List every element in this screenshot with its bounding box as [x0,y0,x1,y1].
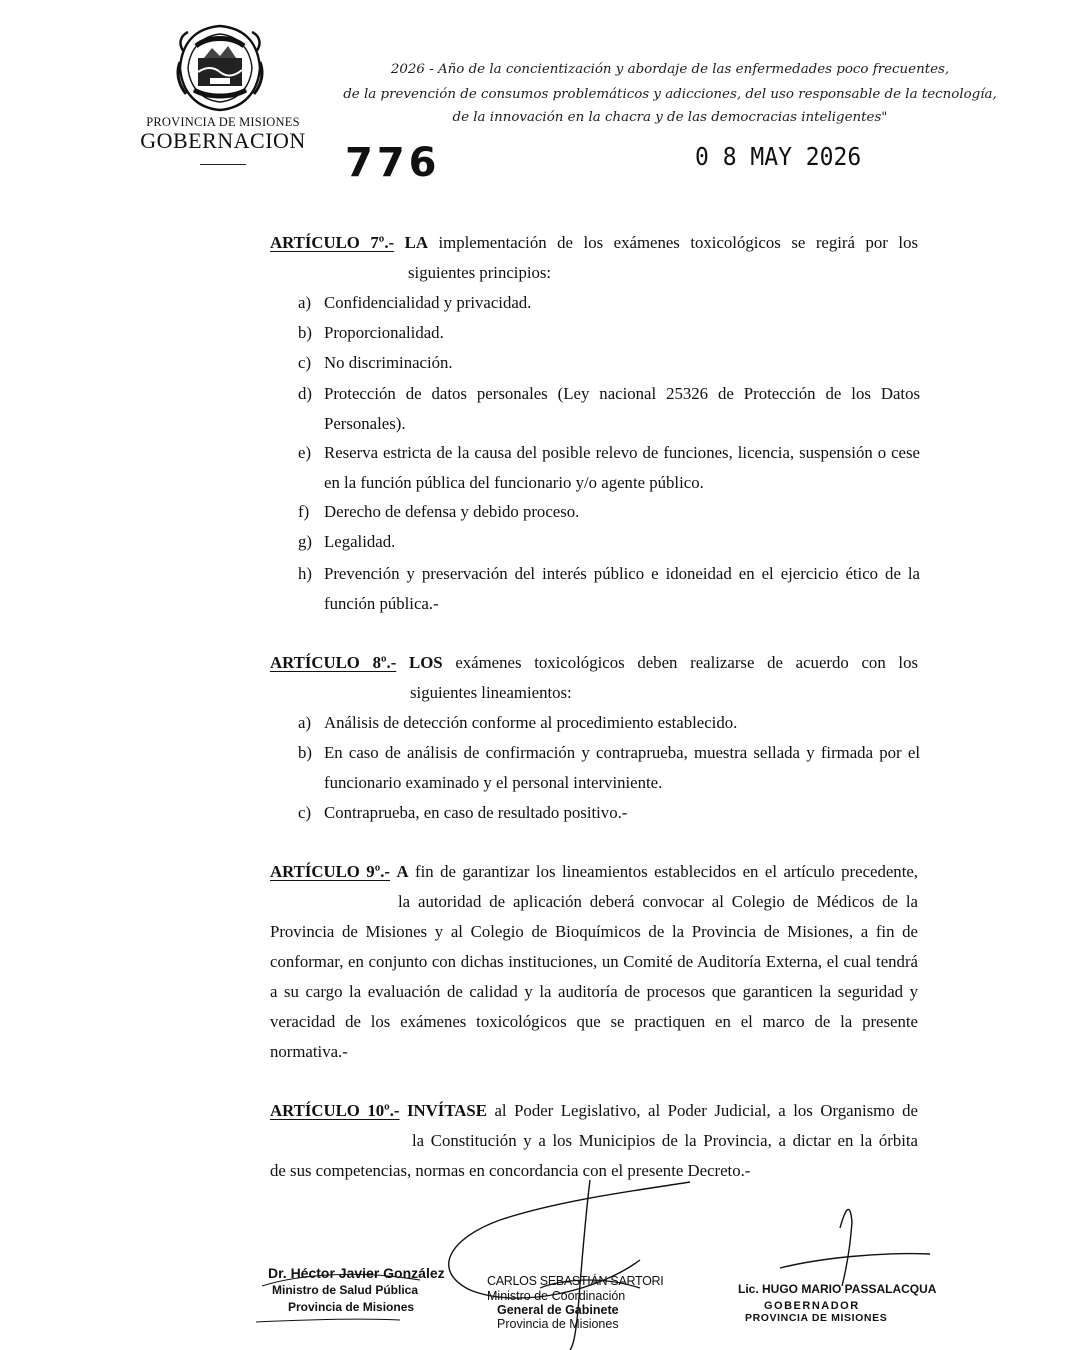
art10-lead: INVÍTASE [407,1101,487,1120]
signer-3-role: GOBERNADOR [764,1300,860,1312]
decree-number: 776 [345,140,441,186]
list-item: b) En caso de análisis de confirmación y contraprueba, muestra sellada y firmada por el funcionario examinado y el personal interviniente. [298,743,920,792]
art9-second-line: la autoridad de aplicación deberá convocar al Colegio de Médicos de la [398,892,918,911]
art8-first-line [270,648,918,678]
art8-line1: exámenes toxicológicos deben realizarse de acuerdo con los [455,653,919,672]
motto-line-1: 2026 - Año de la concientización y abordaje de las enfermedades poco frecuentes, [390,62,950,77]
art10-title: ARTÍCULO 10º.- [270,1101,400,1120]
art7-title: ARTÍCULO 7º.- [270,233,395,252]
art10-line1: al Poder Legislativo, al Poder Judicial, a los Organismo de [494,1101,918,1120]
signer-2-org: Provincia de Misiones [497,1317,619,1331]
list-item: g) Legalidad. [298,532,396,551]
art7-first-line [270,228,918,258]
art10-first-line [270,1096,918,1126]
signer-3-name: Lic. HUGO MARIO PASSALACQUA [738,1282,937,1296]
signer-1-name: Dr. Héctor Javier González [268,1265,445,1281]
signer-2-role2: General de Gabinete [497,1303,619,1317]
list-item: d) Protección de datos personales (Ley nacional 25326 de Protección de los Datos Personales). [298,384,920,433]
list-item: f) Derecho de defensa y debido proceso. [298,502,580,521]
art7-line1: implementación de los exámenes toxicológicos se regirá por los [438,233,918,252]
art9-title: ARTÍCULO 9º.- [270,862,391,881]
government-title: GOBERNACION [140,128,306,153]
signer-1-role: Ministro de Salud Pública [272,1283,419,1297]
signer-2-name: CARLOS SEBASTIÁN SARTORI [487,1274,664,1288]
list-item: a) Confidencialidad y privacidad. [298,293,532,312]
art9-body: Provincia de Misiones y al Colegio de Bioquímicos de la Provincia de Misiones, a fin de conformar, en conjunto con dichas instituciones, un Comité de Auditoría Externa, el cual tendrá a su cargo la evaluación de calidad y la auditoría de procesos que garanticen la seguridad y veracidad de los exámenes toxicológicos que se practiquen en el marco de la presente normativa.- [270,922,918,1061]
art10-second-line: la Constitución y a los Municipios de la Provincia, a dictar en la órbita [412,1131,918,1150]
art8-second-line: siguientes lineamientos: [410,683,572,702]
art7-lead: LA [404,233,428,252]
signer-2-role: Ministro de Coordinación [487,1289,626,1303]
art9-line1: fin de garantizar los lineamientos establecidos en el artículo precedente, [415,862,918,881]
motto-line-3: de la innovación en la chacra y de las democracias inteligentes" [452,110,888,125]
list-item: c) Contraprueba, en caso de resultado positivo.- [298,803,628,822]
list-item: c) No discriminación. [298,353,453,372]
art9-lead: A [396,862,409,881]
art10-third-line: de sus competencias, normas en concordancia con el presente Decreto.- [270,1161,751,1180]
provincial-seal [174,22,266,114]
art8-lead: LOS [409,653,443,672]
motto-line-2: de la prevención de consumos problemáticos y adicciones, del uso responsable de la tecnología, [343,87,997,102]
art8-title: ARTÍCULO 8º.- [270,653,397,672]
decree-date: 0 8 MAY 2026 [695,142,862,171]
title-underline [200,164,246,165]
list-item: a) Análisis de detección conforme al procedimiento establecido. [298,713,738,732]
art9-first-line [270,857,918,887]
list-item: h) Prevención y preservación del interés público e idoneidad en el ejercicio ético de la función pública.- [298,564,920,613]
signer-3-org: PROVINCIA DE MISIONES [745,1312,888,1324]
art7-second-line: siguientes principios: [408,263,552,282]
signer-1-org: Provincia de Misiones [288,1300,415,1314]
province-name: PROVINCIA DE MISIONES [146,115,300,129]
list-item: b) Proporcionalidad. [298,323,444,342]
list-item: e) Reserva estricta de la causa del posible relevo de funciones, licencia, suspensión o cese en la función pública del funcionario y/o agente público. [298,443,920,492]
